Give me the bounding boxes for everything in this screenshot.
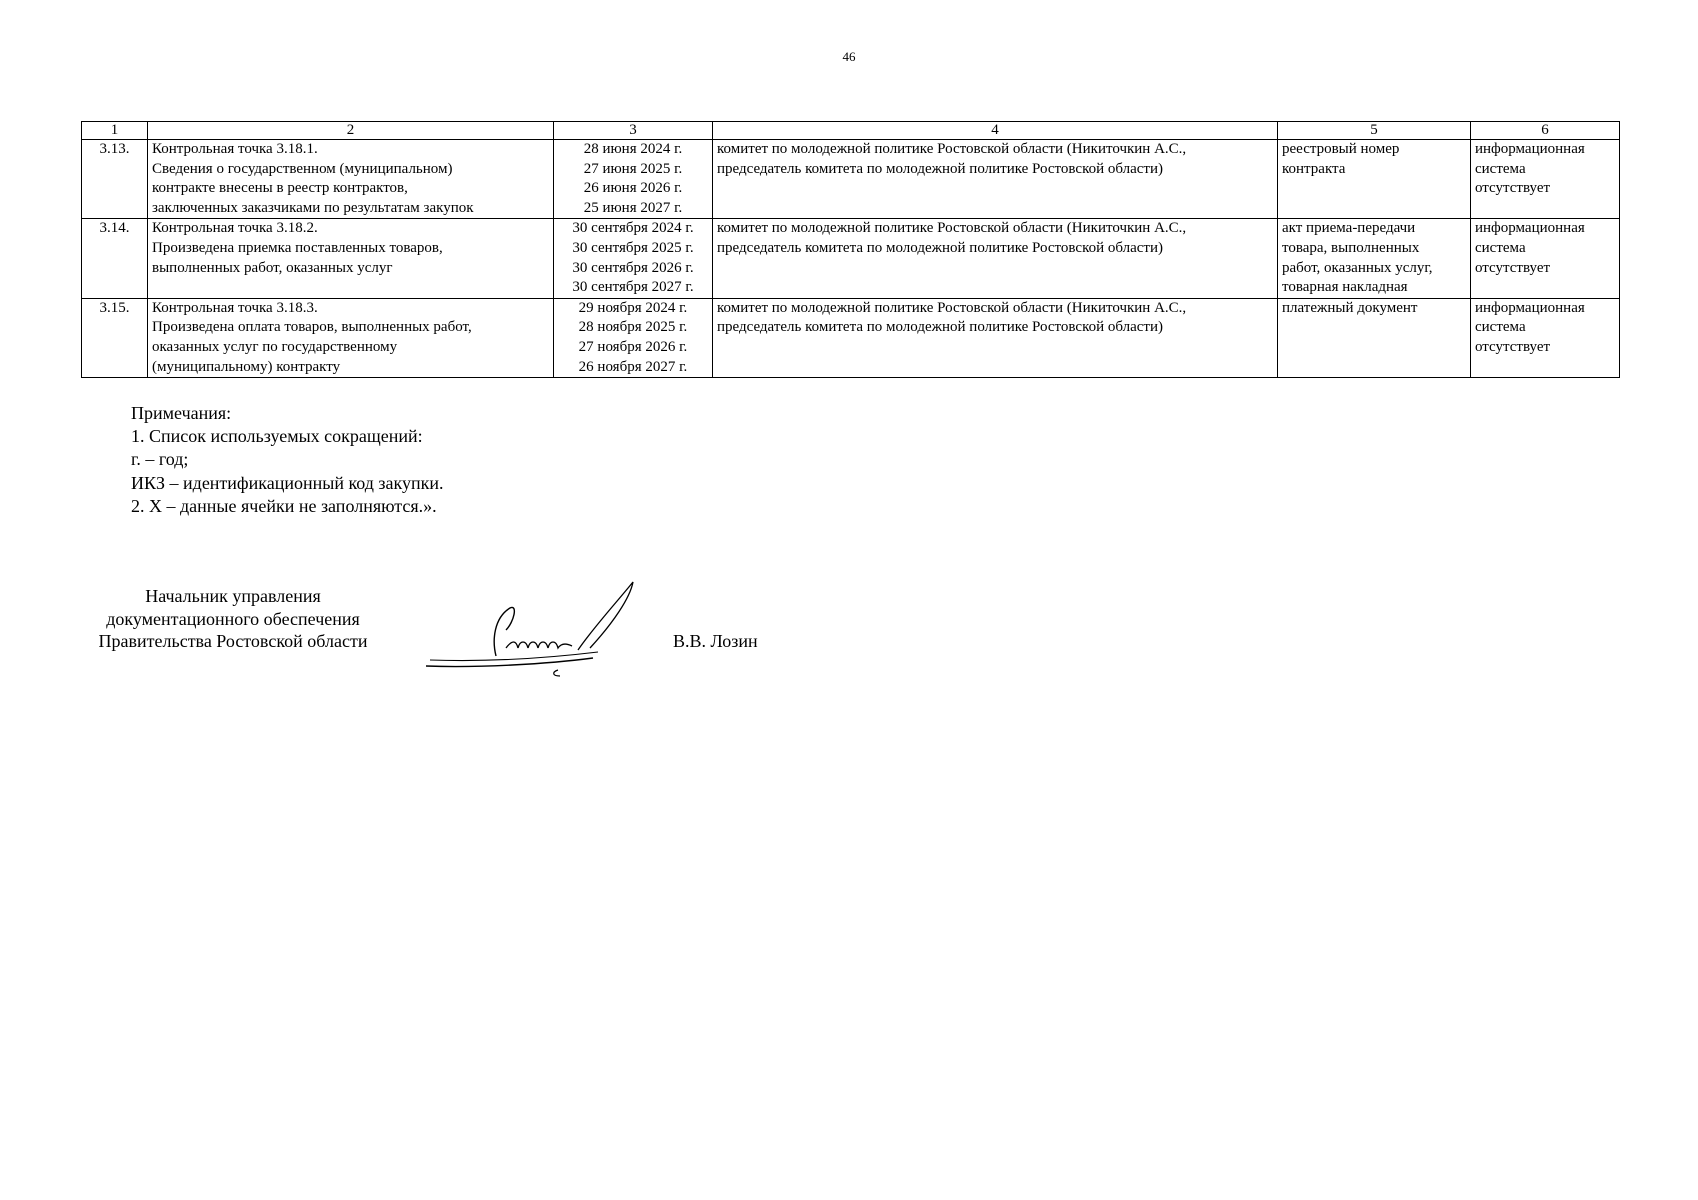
cell-line: информационная — [1475, 299, 1585, 316]
row-number-cell: 3.13. — [82, 140, 148, 219]
cell-line: 30 сентября 2026 г. — [572, 259, 694, 276]
cell-line: 28 июня 2024 г. — [583, 141, 683, 157]
notes-item: 2. Х – данные ячейки не заполняются.». — [131, 495, 437, 516]
cell-line: 26 июня 2026 г. — [583, 180, 683, 197]
position-line: Правительства Ростовской области — [98, 631, 368, 651]
notes-item: ИКЗ – идентификационный код закупки. — [131, 472, 444, 493]
deadline-dates-cell — [554, 219, 713, 298]
handwritten-signature — [418, 578, 658, 678]
notes-heading: Примечания: — [131, 403, 232, 423]
cell-line: Контрольная точка 3.18.1. — [152, 141, 318, 157]
cell-line: контракте внесены в реестр контрактов, — [152, 180, 408, 197]
table-row — [82, 298, 1620, 377]
cell-line: Контрольная точка 3.18.2. — [152, 220, 318, 237]
cell-line: Произведена оплата товаров, выполненных работ, — [152, 319, 472, 336]
page-number: 46 — [842, 49, 856, 64]
document-type-cell — [1278, 298, 1471, 377]
cell-line: 27 июня 2025 г. — [583, 160, 683, 177]
deadline-dates-cell — [554, 298, 713, 377]
row-number-cell: 3.15. — [82, 298, 148, 377]
cell-line: комитет по молодежной политике Ростовской области (Никиточкин А.С., — [717, 220, 1187, 237]
cell-line: председатель комитета по молодежной политике Ростовской области) — [717, 239, 1164, 256]
cell-line: 30 сентября 2025 г. — [572, 239, 694, 256]
cell-line: Контрольная точка 3.18.3. — [152, 299, 318, 316]
cell-line: председатель комитета по молодежной политике Ростовской области) — [717, 160, 1164, 177]
cell-line: 29 ноября 2024 г. — [578, 299, 688, 316]
header-cell: 6 — [1471, 122, 1620, 140]
cell-line: товара, выполненных — [1282, 239, 1420, 256]
header-cell: 3 — [554, 122, 713, 140]
position-line: документационного обеспечения — [106, 608, 360, 629]
row-number-cell: 3.14. — [82, 219, 148, 298]
table-row — [82, 219, 1620, 298]
cell-line: 28 ноября 2025 г. — [578, 319, 688, 336]
cell-line: отсутствует — [1475, 180, 1551, 197]
control-points-table — [81, 121, 1620, 378]
cell-line: работ, оказанных услуг, — [1282, 259, 1433, 276]
notes-item: г. – год; — [131, 449, 189, 470]
responsible-cell — [713, 140, 1278, 219]
info-system-cell — [1471, 219, 1620, 298]
cell-line: товарная накладная — [1282, 279, 1408, 296]
cell-line: система — [1475, 239, 1526, 256]
cell-line: комитет по молодежной политике Ростовской области (Никиточкин А.С., — [717, 299, 1187, 316]
cell-line: реестровый номер — [1282, 141, 1400, 157]
cell-line: Сведения о государственном (муниципальном) — [152, 160, 453, 177]
cell-line: контракта — [1282, 160, 1346, 177]
info-system-cell — [1471, 298, 1620, 377]
cell-line: 30 сентября 2024 г. — [572, 220, 694, 237]
description-cell — [148, 298, 554, 377]
info-system-cell — [1471, 140, 1620, 219]
notes-section — [131, 402, 444, 518]
header-cell: 5 — [1278, 122, 1471, 140]
cell-line: председатель комитета по молодежной политике Ростовской области) — [717, 319, 1164, 336]
description-cell — [148, 219, 554, 298]
position-line: Начальник управления — [145, 586, 321, 606]
table-header-row — [82, 122, 1620, 140]
responsible-cell — [713, 219, 1278, 298]
description-cell — [148, 140, 554, 219]
table-row — [82, 140, 1620, 219]
notes-item: 1. Список используемых сокращений: — [131, 426, 423, 447]
cell-line: 27 ноября 2026 г. — [578, 338, 688, 355]
cell-line: информационная — [1475, 141, 1585, 157]
cell-line: платежный документ — [1282, 299, 1418, 316]
cell-line: оказанных услуг по государственному — [152, 338, 398, 355]
cell-line: информационная — [1475, 220, 1585, 237]
cell-line: отсутствует — [1475, 259, 1551, 276]
cell-line: 25 июня 2027 г. — [583, 199, 683, 216]
signer-position — [78, 585, 388, 653]
cell-line: система — [1475, 319, 1526, 336]
cell-line: 26 ноября 2027 г. — [578, 358, 688, 375]
header-cell: 1 — [82, 122, 148, 140]
cell-line: система — [1475, 160, 1526, 177]
signer-name: В.В. Лозин — [673, 631, 758, 651]
cell-line: отсутствует — [1475, 338, 1551, 355]
cell-line: (муниципальному) контракту — [152, 358, 341, 375]
cell-line: Произведена приемка поставленных товаров, — [152, 239, 443, 256]
document-type-cell — [1278, 219, 1471, 298]
responsible-cell — [713, 298, 1278, 377]
cell-line: 30 сентября 2027 г. — [572, 279, 694, 296]
cell-line: заключенных заказчиками по результатам закупок — [152, 199, 474, 216]
cell-line: акт приема-передачи — [1282, 220, 1416, 237]
header-cell: 4 — [713, 122, 1278, 140]
cell-line: выполненных работ, оказанных услуг — [152, 259, 393, 276]
header-cell: 2 — [148, 122, 554, 140]
cell-line: комитет по молодежной политике Ростовской области (Никиточкин А.С., — [717, 141, 1187, 157]
document-type-cell — [1278, 140, 1471, 219]
deadline-dates-cell — [554, 140, 713, 219]
